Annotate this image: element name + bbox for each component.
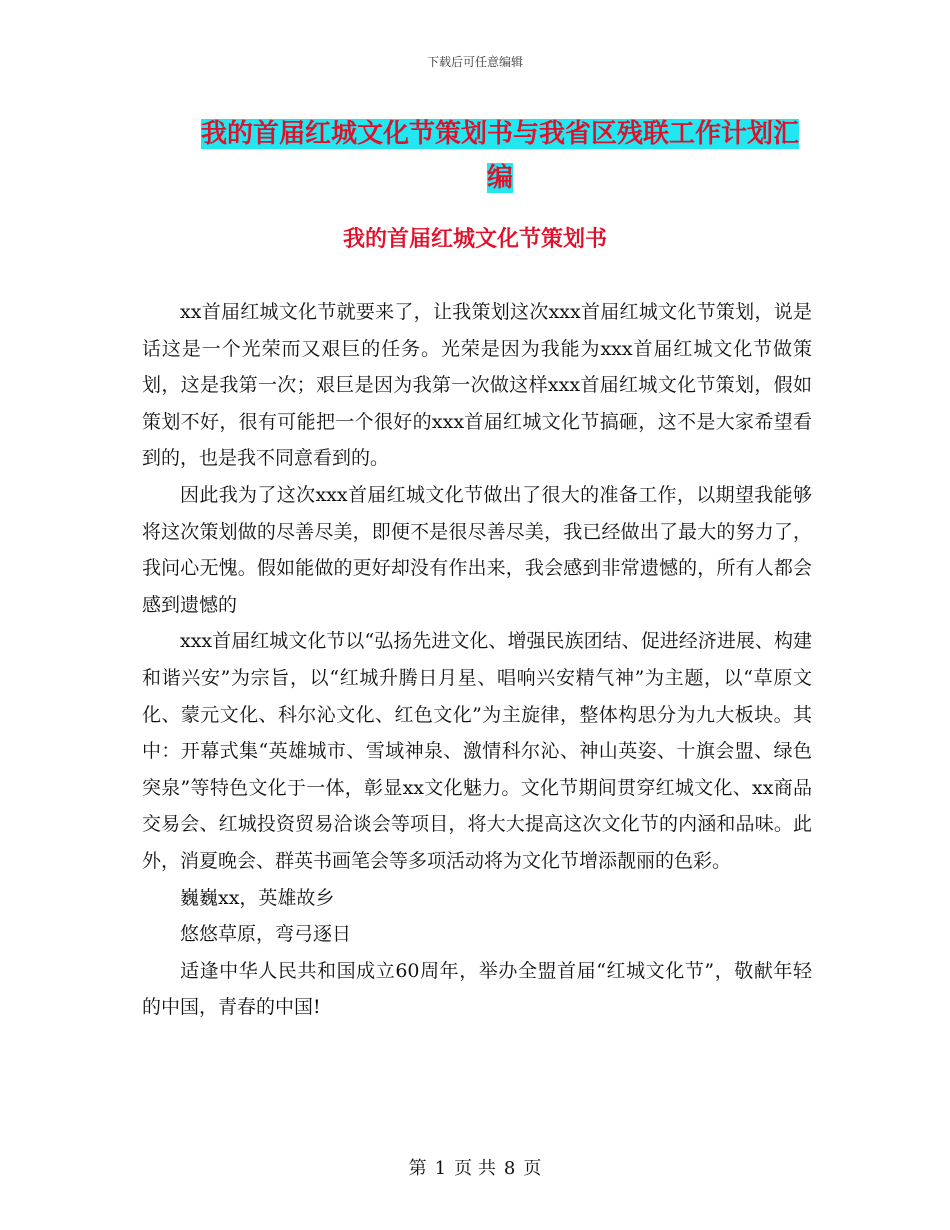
section-title: 我的首届红城文化节策划书 bbox=[342, 227, 607, 252]
document-body bbox=[142, 294, 812, 1026]
paragraph-5: 悠悠草原，弯弓逐日 bbox=[180, 923, 352, 946]
paragraph-6: 适逢中华人民共和国成立60周年，举办全盟首届“红城文化节”，敬献年轻的中国，青春的中国! bbox=[142, 959, 812, 1019]
header-note: 下载后可任意编辑 bbox=[426, 55, 523, 69]
footer-total-pages: 8 bbox=[503, 1158, 516, 1179]
paragraph-1: xx首届红城文化节就要来了，让我策划这次xxx首届红城文化节策划，说是话这是一个光荣而又艰巨的任务。光荣是因为我能为xxx首届红城文化节做策划，这是我第一次；艰巨是因为我第一次做这样xxx首届红城文化节策划，假如策划不好，很有可能把一个很好的xxx首届红城文化节搞砸，这不是大家希望看到的，也是我不同意看到的。 bbox=[142, 301, 812, 470]
paragraph-4: 巍巍xx，英雄故乡 bbox=[180, 886, 335, 909]
footer-current-page: 1 bbox=[434, 1158, 447, 1179]
paragraph-2: 因此我为了这次xxx首届红城文化节做出了很大的准备工作，以期望我能够将这次策划做的尽善尽美，即便不是很尽善尽美，我已经做出了最大的努力了，我问心无愧。假如能做的更好却没有作出来，我会感到非常遗憾的，所有人都会感到遗憾的 bbox=[142, 483, 812, 616]
footer-prefix: 第 bbox=[408, 1158, 427, 1179]
footer-middle: 页 共 bbox=[454, 1158, 496, 1179]
footer-suffix: 页 bbox=[523, 1158, 542, 1179]
paragraph-3: xxx首届红城文化节以“弘扬先进文化、增强民族团结、促进经济进展、构建和谐兴安”为宗旨，以“红城升腾日月星、唱响兴安精气神”为主题，以“草原文化、蒙元文化、科尔沁文化、红色文化”为主旋律，整体构思分为九大板块。其中：开幕式集“英雄城市、雪域神泉、激情科尔沁、神山英姿、十旗会盟、绿色突泉”等特色文化于一体，彰显xx文化魅力。文化节期间贯穿红城文化、xx商品交易会、红城投资贸易洽谈会等项目，将大大提高这次文化节的内涵和品味。此外，消夏晚会、群英书画笔会等多项活动将为文化节增添靓丽的色彩。 bbox=[142, 630, 812, 872]
page-footer bbox=[0, 1154, 950, 1180]
document-title bbox=[190, 112, 810, 200]
document-title-text: 我的首届红城文化节策划书与我省区残联工作计划汇编 bbox=[200, 119, 799, 193]
